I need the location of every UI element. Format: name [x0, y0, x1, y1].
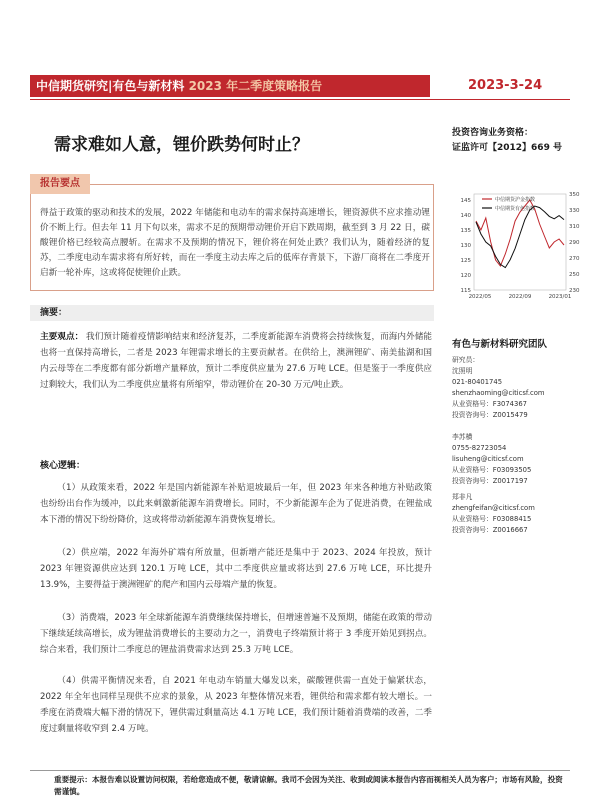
analyst-email: shenzhaoming@citicsf.com — [452, 389, 545, 397]
abstract-bar — [30, 305, 434, 321]
y-left-tick-label: 120 — [460, 273, 471, 279]
report-banner — [30, 75, 430, 97]
logic-paragraph-3: （3）消费端，2023 年全球新能源车消费继续保持增长，但增速普遍不及预期，储能在政策的带动下继续延续高增长，成为锂盐消费增长的主要动力之一，消费电子终端预计将于 3 季度开始见到拐点。综合来看，我们预计二季度总的锂盐消费需求达到 25.3 万吨 LCE。 — [40, 613, 432, 655]
y-left-tick-label: 145 — [460, 198, 471, 204]
logic-paragraph-4: （4）供需平衡情况来看，自 2021 年电动车销量大爆发以来，碳酸锂供需一直处于偏紧状态，2022 年全年也同样呈现供不应求的景象，从 2023 年整体情况来看，锂供给和需求都有较大增长。一季度在消费端大幅下滑的情况下，锂供需过剩量高达 4.1 万吨 LCE，我们预计随着消费端的改善，二季度过剩量将收窄到 2.4 万吨。 — [40, 676, 432, 734]
x-tick-label: 2022/05 — [468, 294, 492, 300]
analyst-block — [452, 355, 582, 421]
analyst-line: 投资咨询号：Z0017197 — [452, 477, 528, 485]
analyst-line: 021-80401745 — [452, 378, 503, 386]
y-right-tick-label: 230 — [569, 288, 580, 294]
analyst-line: 郑非凡 — [452, 493, 473, 501]
license-line-1: 投资咨询业务资格： — [452, 128, 534, 138]
main-view-text: 我们预计随着疫情影响结束和经济复苏，二季度新能源车消费将会持续恢复，而海内外储能也将一直保持高增长，二者是 2023 年锂需求增长的主要贡献者。在供给上，澳洲锂矿、南美盐湖和国内云母等在二季度都有部分新增产量释放，预计二季度供应量为 27.6 万吨 LCE。但是鉴于一季度供应过剩较大，我们认为二季度供应量将有所缩窄，带动锂价在 20-30 万元/吨止跌。 — [40, 332, 432, 390]
core-logic-label: 核心逻辑： — [40, 461, 86, 471]
header-divider — [30, 99, 570, 100]
y-right-tick-label: 330 — [569, 208, 580, 214]
summary-badge: 报告要点 — [30, 174, 90, 194]
price-chart — [448, 186, 594, 306]
license-info — [452, 126, 562, 156]
abstract-label: 摘要： — [40, 308, 68, 318]
analyst-line: 从业资格号：F03088415 — [452, 515, 532, 523]
footer-notice: 重要提示：本报告难以设置访问权限，若给您造成不便，敬请谅解。我司不会因为关注、收到或阅读本报告内容而视相关人员为客户；市场有风险，投资需谨慎。 — [54, 775, 563, 796]
report-date: 2023-3-24 — [468, 78, 543, 93]
analyst-line: 从业资格号：F03093505 — [452, 466, 532, 474]
logic-paragraph-2: （2）供应端，2022 年海外矿端有所放量，但新增产能还是集中于 2023、2024 年投放，预计 2023 年锂资源供应达到 120.1 万吨 LCE，其中二季度供应量或将达到 27.6 万吨 LCE，环比提升 13.9%，主要得益于澳洲锂矿的爬产和国内云母端产量的恢复。 — [40, 548, 432, 590]
license-line-2: 证监许可【2012】669 号 — [452, 143, 562, 153]
y-right-tick-label: 290 — [569, 240, 580, 246]
footer-divider — [30, 770, 570, 771]
y-left-tick-label: 140 — [460, 213, 471, 219]
x-tick-label: 2022/09 — [508, 294, 532, 300]
analyst-line: 研究员： — [452, 356, 480, 364]
analyst-email: zhengfeifan@citicsf.com — [452, 504, 535, 512]
legend-label: 中信期货有色指数 — [495, 206, 536, 212]
legend-label: 中信期货沪金指数 — [495, 197, 536, 203]
y-right-tick-label: 270 — [569, 256, 580, 262]
analyst-line: 李苏横 — [452, 433, 473, 441]
summary-text: 得益于政策的驱动和技术的发展，2022 年储能和电动车的需求保持高速增长，锂资源供不应求推动锂价不断上行。但去年 11 月下旬以来，需求不足的预期带动锂价开启下跌周期，截至到 3 月 22 日，碳酸锂价格已经较高点腰斩。在需求不及预期的情况下，锂价将在何处止跌？我们认为，随着经济的复苏，二季度电动车需求将有所好转，而在一季度主动去库之后的低库存背景下，下游厂商将在二季度开启新一轮补库，这或将促使锂价止跌。 — [40, 208, 430, 278]
y-left-tick-label: 125 — [460, 258, 471, 264]
analyst-block — [452, 492, 582, 536]
logic-paragraph-1: （1）从政策来看，2022 年是国内新能源车补贴退坡最后一年，但 2023 年来各种地方补贴政策也纷纷出台作为缓冲，以此来刺激新能源车消费增长。同时，不少新能源车企为了促进消费，在锂盐成本下滑的情况下纷纷降价，这或将带动新能源车消费恢复增长。 — [40, 483, 432, 525]
analyst-email: lisuheng@citicsf.com — [452, 455, 524, 463]
main-view-label: 主要观点： — [40, 332, 84, 342]
y-left-tick-label: 130 — [460, 243, 471, 249]
y-left-tick-label: 135 — [460, 228, 471, 234]
banner-sub: 2023 年二季度策略报告 — [184, 79, 323, 93]
analyst-block — [452, 432, 582, 487]
report-title: 需求难如人意，锂价跌势何时止？ — [54, 135, 309, 155]
banner-main: 中信期货研究|有色与新材料 — [36, 79, 185, 93]
y-right-tick-label: 310 — [569, 224, 580, 230]
y-left-tick-label: 115 — [460, 288, 471, 294]
team-name: 有色与新材料研究团队 — [452, 339, 548, 350]
analyst-line: 沈照明 — [452, 367, 473, 375]
analyst-line: 0755-82723054 — [452, 444, 507, 452]
analyst-line: 从业资格号：F3074367 — [452, 400, 527, 408]
main-view-paragraph — [40, 329, 432, 393]
y-right-tick-label: 350 — [569, 192, 580, 198]
y-right-tick-label: 250 — [569, 272, 580, 278]
analyst-line: 投资咨询号：Z0015479 — [452, 411, 528, 419]
x-tick-label: 2023/01 — [548, 294, 572, 300]
analyst-line: 投资咨询号：Z0016667 — [452, 526, 528, 534]
